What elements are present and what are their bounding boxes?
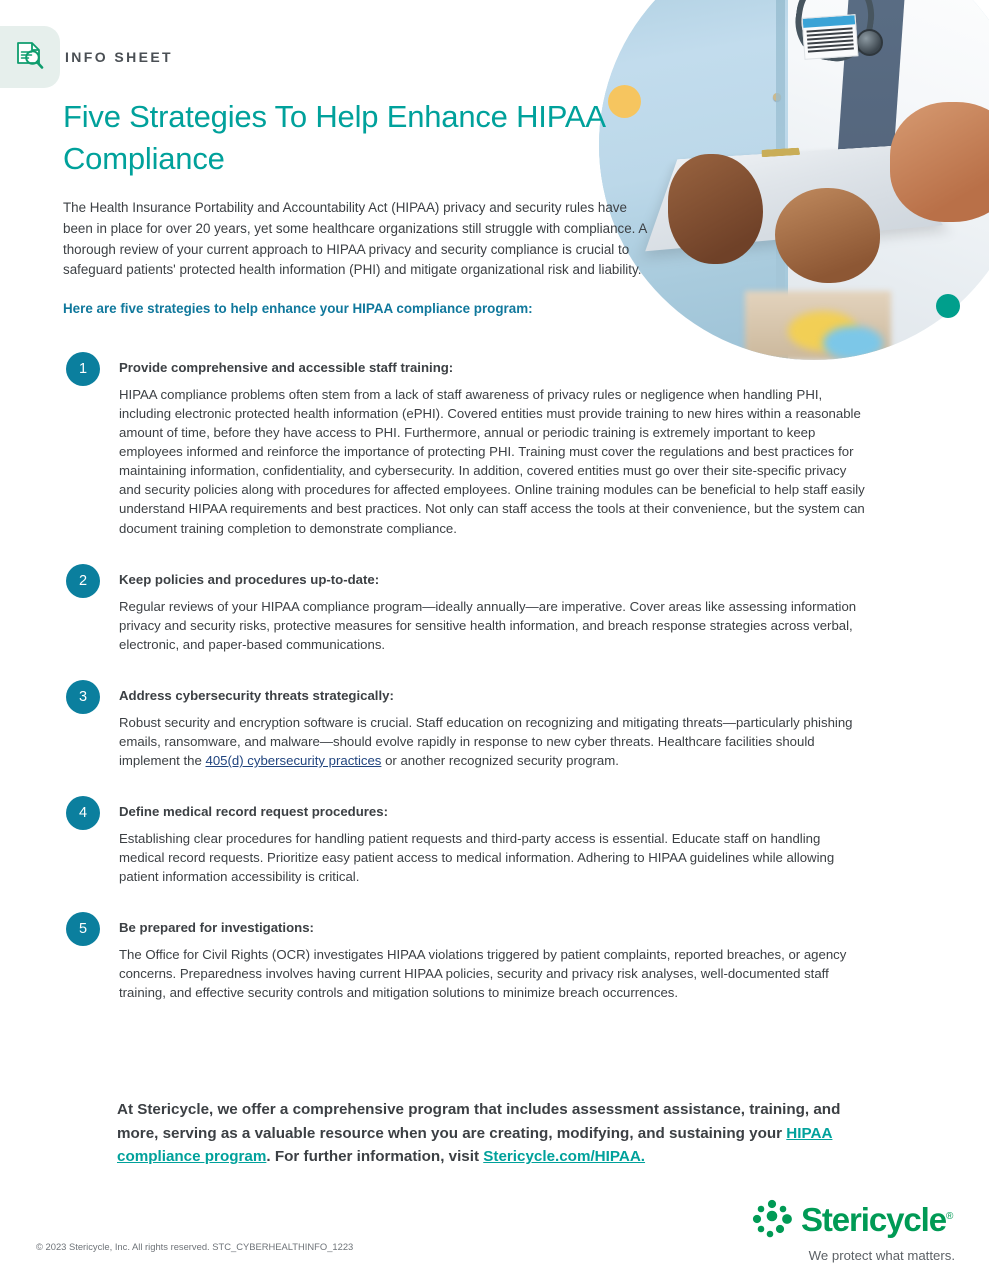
strategy-body: HIPAA compliance problems often stem from a lack of staff awareness of privacy rules or negligence when handling PHI, including electronic protected health information (ePHI). Covered entities must provide training to new hires within a reasonable amount of time, before they have access to PHI. Furthermore, annual or periodic training is extremely important to keep employees informed and reinforce the importance of protecting PHI. Training must cover the regulations and best practices for maintaining information, confidentiality, and cybersecurity. In addition, covered entities must go over their site-specific privacy and security policies along with procedures for affected employees. Online training modules can be beneficial to help staff easily understand HIPAA requirements and best practices. Not only can staff access the tools at their convenience, but the system can document training completion to demonstrate compliance. [119,387,865,536]
strategy-item [63,912,873,1002]
logo-tagline: We protect what matters. [808,1248,955,1263]
strategy-body-before-link: Robust security and encryption software is crucial. Staff education on recognizing and mitigating threats—particularly phishing emails, ransomware, and malware—should evolve rapidly in response to new cyber threats. Healthcare facilities should implement the [119,714,853,769]
closing-paragraph [117,1098,867,1169]
strategy-heading: Define medical record request procedures: [119,804,388,820]
hipaa-compliance-program-link[interactable]: HIPAA compliance program [117,1124,833,1166]
strategy-number-badge: 3 [66,680,100,714]
strategy-item [63,796,873,886]
strategy-heading: Provide comprehensive and accessible staff training: [119,360,454,375]
hero-id-badge [802,14,859,60]
accent-dot-yellow [608,85,641,118]
strategy-heading: Be prepared for investigations: [119,920,314,936]
document-search-icon [15,41,45,73]
strategy-body: The Office for Civil Rights (OCR) investigates HIPAA violations triggered by patient complaints, reported breaches, or agency concerns. Preparedness involves having current HIPAA policies, security and privacy risk analyses, well-documented staff training, and effective security controls and mitigation solutions to minimize breach occurrences. [119,947,847,1001]
page-title: Five Strategies To Help Enhance HIPAA Compliance [63,99,605,177]
stericycle-hipaa-url-link[interactable]: Stericycle.com/HIPAA. [483,1148,646,1166]
copyright-text: © 2023 Stericycle, Inc. All rights reserved. STC_CYBERHEALTHINFO_1223 [36,1241,354,1252]
logo-wordmark [801,1200,953,1238]
strategy-body: Regular reviews of your HIPAA compliance program—ideally annually—are imperative. Cover areas like assessing information privacy and security risks, protective measures for sensitive health information, and breach response strategies across verbal, electronic, and paper-based communications. [119,598,857,652]
strategy-item [63,564,873,654]
stericycle-dots-logo-icon [749,1196,795,1242]
strategy-number-badge: 2 [66,564,100,598]
logo-word-text: Stericycle [801,1200,946,1238]
lead-line: Here are five strategies to help enhance your HIPAA compliance program: [63,300,533,316]
strategy-body [119,713,867,770]
strategy-item [63,680,873,770]
hero-doctor-hand [890,102,989,222]
kicker-label: INFO SHEET [65,49,174,65]
accent-dot-teal [936,294,960,318]
strategy-item [63,352,873,538]
strategy-heading: Address cybersecurity threats strategically: [119,687,394,703]
closing-text-1: At Stericycle, we offer a comprehensive program that includes assessment assistance, training, and more, serving as a valuable resource when you are creating, modifying, and sustaining your [117,1101,841,1142]
intro-block [63,96,863,316]
closing-text-2: . For further information, visit [266,1148,484,1166]
info-sheet-badge [0,26,60,88]
strategy-number-badge: 5 [66,912,100,946]
strategy-body-after-link: or another recognized security program. [381,753,619,769]
strategy-number-badge: 1 [66,352,100,386]
strategy-number-badge: 4 [66,796,100,830]
stericycle-logo [749,1196,957,1263]
logo-row [749,1196,957,1242]
logo-registered-mark: ® [945,1210,953,1222]
cybersecurity-practices-link[interactable]: 405(d) cybersecurity practices [205,753,382,769]
strategy-body: Establishing clear procedures for handling patient requests and third-party access is essential. Educate staff on handling medical record requests. Prioritize easy patient access to medical information. Adhering to HIPAA guidelines while allowing patient information accessibility is critical. [119,831,835,885]
strategy-heading: Keep policies and procedures up-to-date: [119,571,380,587]
stethoscope-head [856,29,883,56]
strategy-list [63,352,873,1023]
intro-paragraph: The Health Insurance Portability and Accountability Act (HIPAA) privacy and security rules have been in place for over 20 years, yet some healthcare organizations still struggle with compliance. A thorough review of your current approach to HIPAA privacy and security compliance is crucial to safeguard patients' protected health information (PHI) and mitigate organizational risk and liability. [63,200,647,278]
